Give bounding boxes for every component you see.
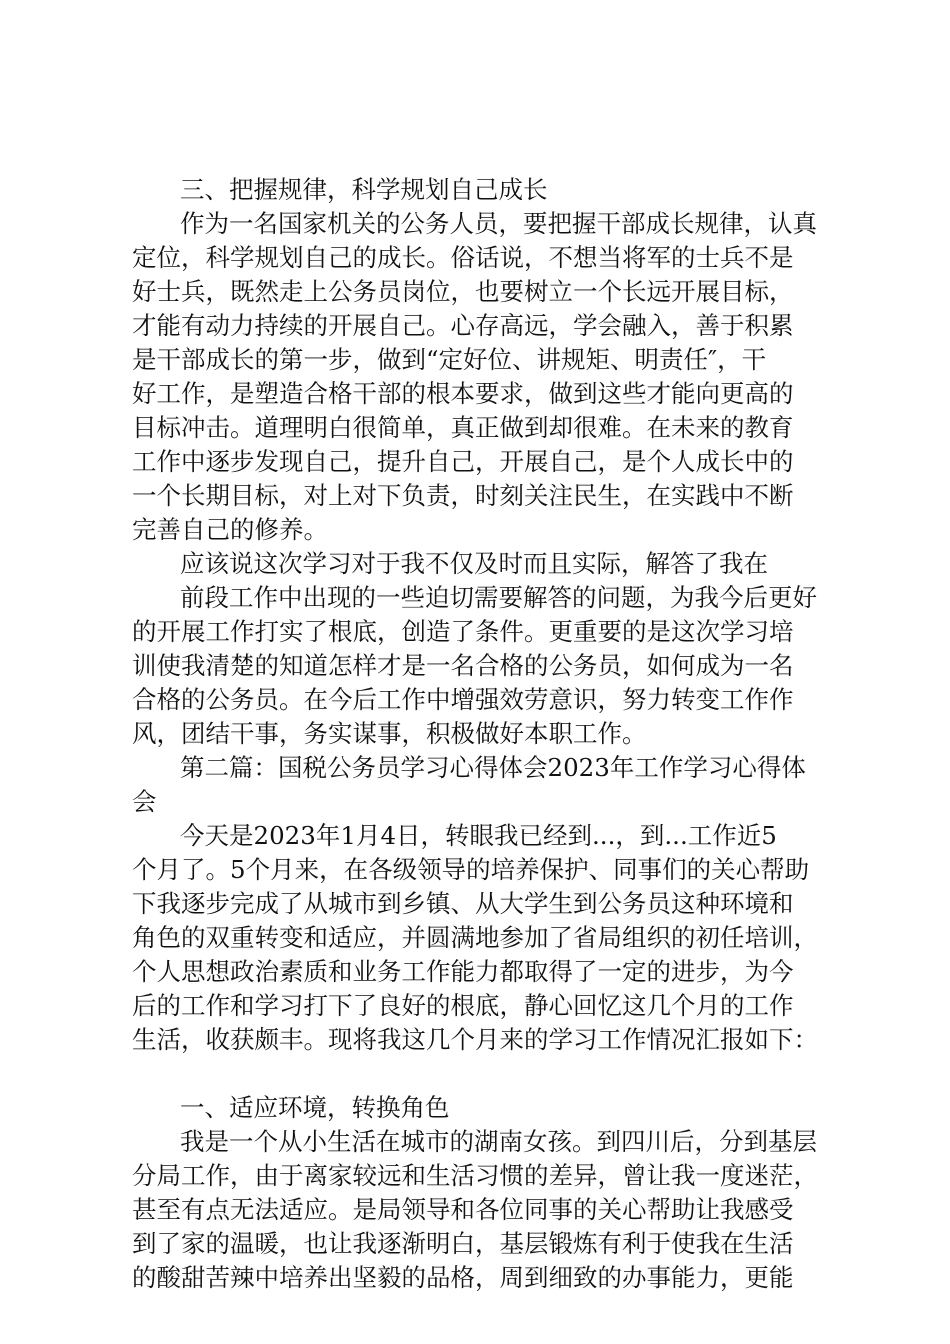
text-line: 目标冲击。道理明白很简单，真正做到却很难。在未来的教育 [132,413,794,442]
text-line: 个月了。5个月来，在各级领导的培养保护、同事们的关心帮助 [132,855,810,884]
text-line: 甚至有点无法适应。是局领导和各位同事的关心帮助让我感受 [132,1195,794,1224]
text-line: 前段工作中出现的一些迫切需要解答的问题，为我今后更好 [180,583,817,612]
text-line: 是干部成长的第一步，做到“定好位、讲规矩、明责任″，干 [132,345,767,374]
text-line: 定位，科学规划自己的成长。俗话说，不想当将军的士兵不是 [132,243,794,272]
text-line: 应该说这次学习对于我不仅及时而且实际，解答了我在 [180,549,768,578]
text-line: 作为一名国家机关的公务人员，要把握干部成长规律，认真 [180,209,817,238]
text-line: 角色的双重转变和适应，并圆满地参加了省局组织的初任培训， [132,923,818,952]
text-line: 工作中逐步发现自己，提升自己，开展自己，是个人成长中的 [132,447,794,476]
text-line: 合格的公务员。在今后工作中增强效劳意识，努力转变工作作 [132,685,794,714]
text-line: 到了家的温暖，也让我逐渐明白，基层锻炼有利于使我在生活 [132,1229,794,1258]
text-line: 我是一个从小生活在城市的湖南女孩。到四川后，分到基层 [180,1127,817,1156]
text-line: 的开展工作打实了根底，创造了条件。更重要的是这次学习培 [132,617,794,646]
text-line: 风，团结干事，务实谋事，积极做好本职工作。 [132,719,647,748]
text-line: 后的工作和学习打下了良好的根底，静心回忆这几个月的工作 [132,991,794,1020]
blank-line [132,1057,832,1091]
text-line: 完善自己的修养。 [132,515,328,544]
text-line: 下我逐步完成了从城市到乡镇、从大学生到公务员这种环境和 [132,889,794,918]
text-line: 今天是2023年1月4日，转眼我已经到...，到...工作近5 [180,821,777,850]
document-body [132,173,832,1295]
chapter-heading: 第二篇：国税公务员学习心得体会2023年工作学习心得体 [180,753,806,782]
text-line: 一个长期目标，对上对下负责，时刻关注民生，在实践中不断 [132,481,794,510]
text-line: 的酸甜苦辣中培养出坚毅的品格，周到细致的办事能力，更能 [132,1263,794,1292]
text-line: 好士兵，既然走上公务员岗位，也要树立一个长远开展目标， [132,277,794,306]
text-line: 分局工作，由于离家较远和生活习惯的差异，曾让我一度迷茫， [132,1161,818,1190]
text-line: 生活，收获颇丰。现将我这几个月来的学习工作情况汇报如下： [132,1025,818,1054]
text-line: 个人思想政治素质和业务工作能力都取得了一定的进步，为今 [132,957,794,986]
text-line: 才能有动力持续的开展自己。心存高远，学会融入，善于积累 [132,311,794,340]
text-line: 训使我清楚的知道怎样才是一名合格的公务员，如何成为一名 [132,651,794,680]
section-heading: 三、把握规律，科学规划自己成长 [180,175,548,204]
section-heading: 一、适应环境，转换角色 [180,1093,450,1122]
chapter-heading-continued: 会 [132,787,157,816]
text-line: 好工作，是塑造合格干部的根本要求，做到这些才能向更高的 [132,379,794,408]
